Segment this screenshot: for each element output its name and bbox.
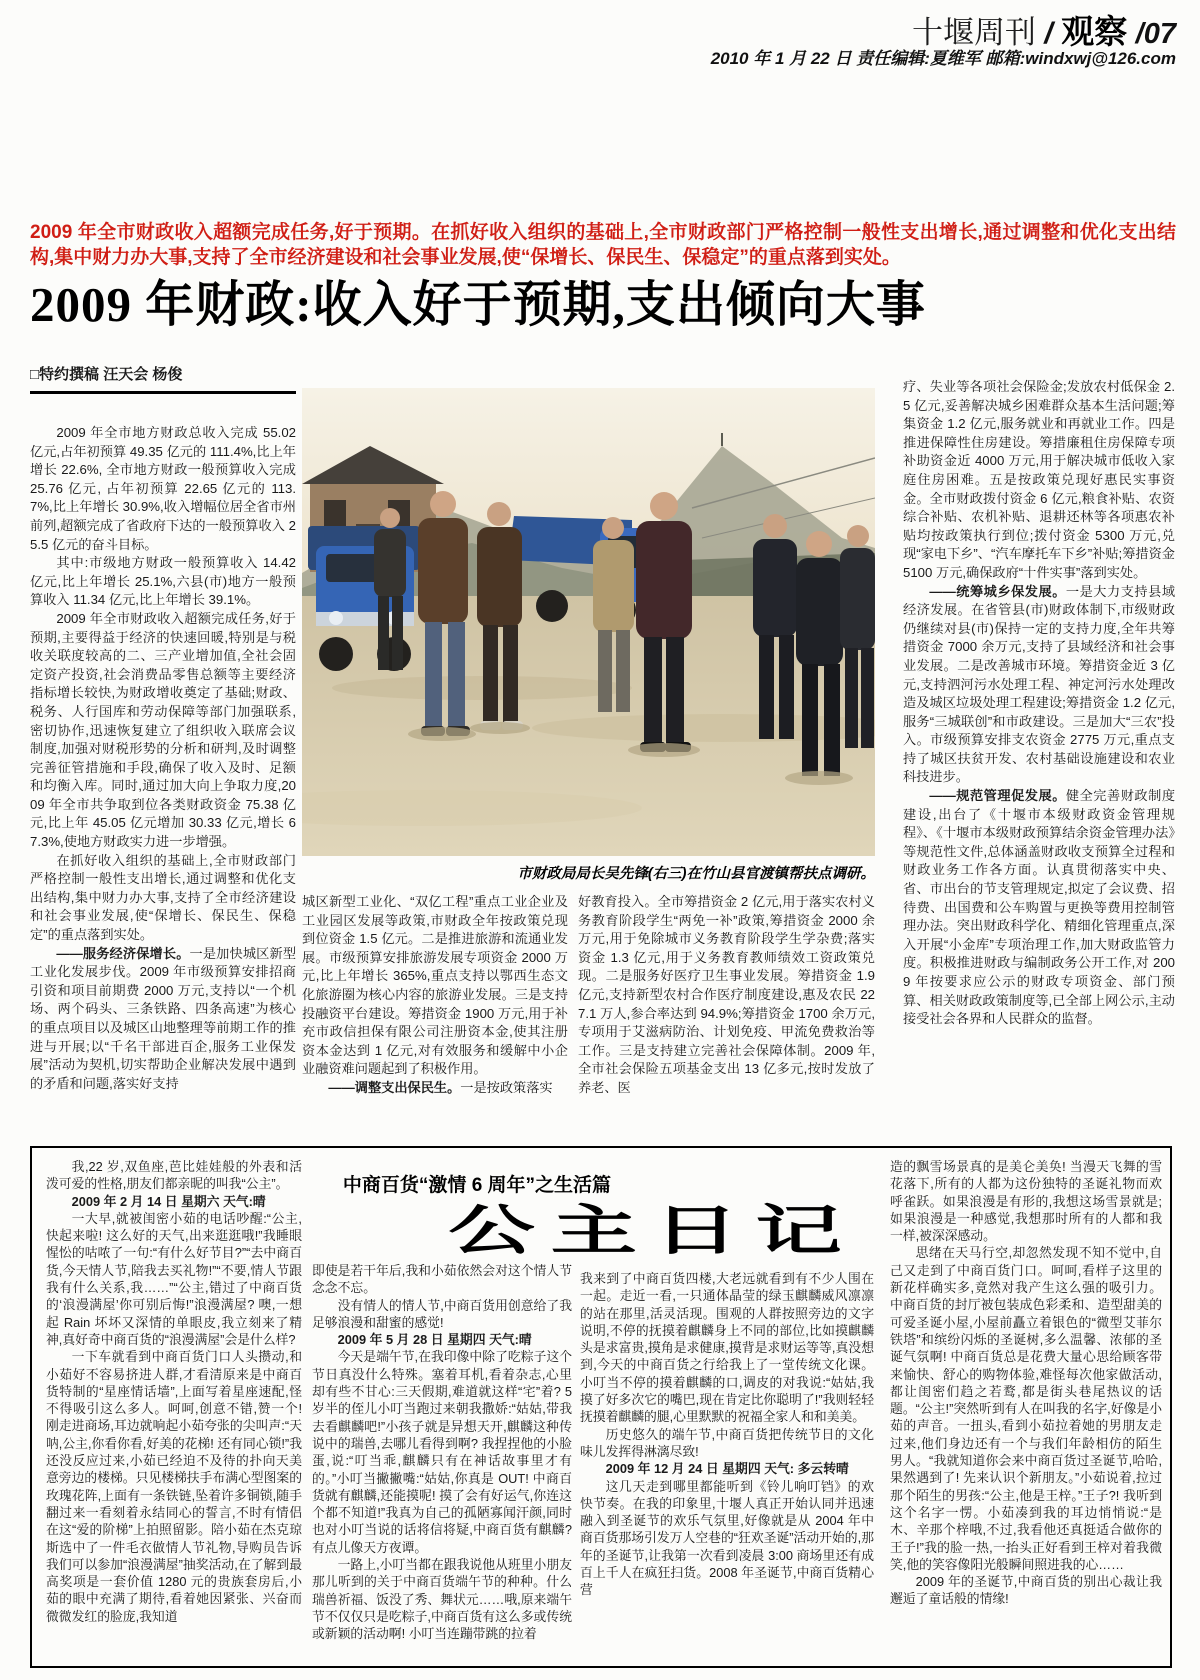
paragraph-text: 健全完善财政制度建设,出台了《十堰市本级财政资金管理规程》、《十堰市本级财政预算结余资金管理办法》等规范性文件,总体涵盖财政收支预算全过程和财政业务工作各方面。认真贯彻落实中央、省、市出台的节支管理规定,拟定了会议费、招待费、出国费和公车购置与更换等费用控制管理办法。突出财政科学化、精细化管理重点,深入开展“小金库”专项治理工作,加大财政监管力度。积极推进财政与编制政务公开工作,对 2009 年按要求应公示的财政专项资金、部门预算、相关财政政策制度等,已全部上网公示,主动接受社会各界和人民群众的监督。 bbox=[903, 788, 1175, 1027]
section-lead: ——调整支出保民生。 bbox=[328, 1079, 461, 1095]
article-paragraph bbox=[30, 945, 296, 1094]
article-column-left bbox=[30, 424, 296, 1116]
diary-kicker: 中商百货“激情 6 周年”之生活篇 bbox=[342, 1175, 612, 1196]
diary-paragraph: 一路上,小叮当都在跟我说他从班里小朋友那儿听到的关于中商百货端午节的种种。什么瑞兽祈福、饭没了秀、舞状元……哦,原来端午节不仅仅只是吃粽子,中商百货有这么多或传统或新颖的活动啊! 小叮当连蹦带跳的拉着 bbox=[312, 1557, 572, 1642]
article-column-right bbox=[903, 378, 1175, 1110]
diary-paragraph: 造的飘雪场景真的是美仑美奂! 当漫天飞舞的雪花落下,所有的人都为这份独特的圣诞礼物而欢呼雀跃。如果浪漫是有形的,我想这场雪景就是;如果浪漫是一种感觉,我想那时所有的人都和我一样,被深深感动。 bbox=[890, 1159, 1162, 1244]
diary-paragraph: 没有情人的情人节,中商百货用创意给了我足够浪漫和甜蜜的感觉! bbox=[312, 1297, 572, 1330]
diary-column-4 bbox=[890, 1158, 1162, 1656]
article-paragraph: 在抓好收入组织的基础上,全市财政部门严格控制一般性支出增长,通过调整和优化支出结构,集中财力办大事,支持了全市经济建设和社会事业发展,使“保增长、保民生、保稳定”的重点落到实处。 bbox=[30, 852, 296, 943]
paper-name: 十堰周刊 bbox=[911, 15, 1036, 50]
news-photo bbox=[302, 388, 875, 856]
lead-paragraph: 2009 年全市财政收入超额完成任务,好于预期。在抓好收入组织的基础上,全市财政部门严格控制一般性支出增长,通过调整和优化支出结构,集中财力办大事,支持了全市经济建设和社会事业发展,使“保增长、保民生、保稳定”的重点落到实处。 bbox=[30, 222, 1176, 268]
section-name: 观察 bbox=[1061, 13, 1128, 50]
article-paragraph bbox=[903, 583, 1175, 788]
diary-title: 公主日记 bbox=[448, 1201, 858, 1261]
diary-column-2 bbox=[312, 1262, 572, 1650]
section-lead: ——服务经济保增长。 bbox=[56, 945, 190, 961]
diary-paragraph: 今天是端午节,在我印像中除了吃粽子这个节日真没什么特殊。塞着耳机,看着杂志,心里却有些不甘心:三天假期,难道就这样“宅”着? 5 岁半的侄儿小叮当跑过来朝我撒娇:“姑姑,带我去看麒麟吧!”小孩子就是异想天开,麒麟这种传说中的瑞兽,去哪儿看得到啊? 我捏捏他的小脸蛋,说:“叮当乖,麒麟只有在神话故事里才有的。”小叮当撇撇嘴:“姑姑,你真是 OUT! 中商百货就有麒麟,还能摸呢! 摸了会有好运气,你连这个都不知道!”我真为自己的孤陋寡闻汗颜,同时也对小叮当说的话将信将疑,中商百货有麒麟? 有点儿像天方夜谭。 bbox=[312, 1349, 572, 1555]
article-paragraph: 2009 年全市地方财政总收入完成 55.02 亿元,占年初预算 49.35 亿元的 111.4%,比上年增长 22.6%, 全市地方财政一般预算收入完成 25.76 亿元, 占年初预算 22.65 亿元的 113.7%,比上年增长 30.9%,收入增幅位居全省市州前列,超额完成了省政府下达的一般预算收入 25.5 亿元的奋斗目标。 bbox=[30, 425, 296, 552]
diary-column-1 bbox=[46, 1158, 302, 1656]
main-headline: 2009 年财政:收入好于预期,支出倾向大事 bbox=[30, 277, 926, 332]
article-paragraph bbox=[903, 787, 1175, 1029]
masthead-dateline: 2010 年 1 月 22 日 责任编辑:夏维军 邮箱:windxwj@126.com bbox=[710, 49, 1176, 68]
article-column-a bbox=[302, 893, 568, 1117]
diary-date-heading: 2009 年 5 月 28 日 星期四 天气:晴 bbox=[337, 1332, 532, 1348]
diary-date-heading: 2009 年 12 月 24 日 星期四 天气: 多云转晴 bbox=[605, 1461, 849, 1477]
photo-caption: 市财政局局长吴先锋(右三)在竹山县官渡镇帮扶点调研。 bbox=[517, 866, 875, 882]
article-paragraph: 好教育投入。全市筹措资金 2 亿元,用于落实农村义务教育阶段学生“两免一补”政策,筹措资金 2000 余万元,用于免除城市义务教育阶段学生学杂费;落实资金 1.3 亿元,用于义务教育教师绩效工资政策兑现。二是服务好医疗卫生事业发展。筹措资金 1.9 亿元,支持新型农村合作医疗制度建设,惠及农民 227.1 万人,参合率达到 94.9%;筹措资金 1700 余万元,专项用于艾滋病防治、计划免疫、甲流免费救治等工作。三是支持建立完善社会保障体制。2009 年,全市社会保险五项基金支出 13 亿多元,按时发放了养老、医 bbox=[578, 894, 875, 1095]
diary-paragraph: 即使是若干年后,我和小茹依然会对这个情人节念念不忘。 bbox=[312, 1263, 572, 1296]
diary-paragraph: 一下车就看到中商百货门口人头攒动,和小茹好不容易挤进人群,才看清原来是中商百货特制的“星座情话墙”,上面写着星座速配,怪不得吸引这么多人。呵呵,创意不错,赞一个! 刚走进商场,耳边就响起小茹夸张的尖叫声:“天呐,公主,你看你看,好美的花梯! 还有同心锁!”我还没反应过来,小茹已经迫不及待的扑向天美意旁边的楼梯。只见楼梯扶手布满心型图案的玫瑰花阵,上面有一条铁链,坠着许多铜锁,随手翻过来一看刻着永结同心的誓言,不时有情侣在这“爱的阶梯”上拍照留影。陪小茹在杰克琼斯选中了一件毛衣做情人节礼物,导购员告诉我们可以参加“浪漫满屋”抽奖活动,在了解到最高奖项是一套价值 1280 元的贵族套房后,小茹的眼中充满了期待,看着她因紧张、兴奋而微微发红的脸庞,我知道 bbox=[46, 1349, 302, 1624]
section-lead: ——统筹城乡保发展。 bbox=[929, 583, 1066, 599]
diary-paragraph: 这几天走到哪里都能听到《铃儿响叮铛》的欢快节奏。在我的印象里,十堰人真正开始认同并迅速融入到圣诞节的欢乐气氛里,好像就是从 2004 年中商百货那场引发万人空巷的“狂欢圣诞”活动开始的,那年的圣诞节,让我第一次看到凌晨 3:00 商场里还有成百上千人在疯狂扫货。2008 年圣诞节,中商百货精心营 bbox=[580, 1478, 874, 1598]
diary-paragraph: 历史悠久的端午节,中商百货把传统节日的文化味儿发挥得淋漓尽致! bbox=[580, 1426, 874, 1459]
diary-paragraph: 2009 年的圣诞节,中商百货的别出心裁让我邂逅了童话般的情缘! bbox=[890, 1574, 1162, 1607]
paragraph-text: 一是按政策落实 bbox=[460, 1079, 553, 1095]
masthead-slash: / bbox=[1044, 17, 1053, 50]
diary-paragraph: 我来到了中商百货四楼,大老远就看到有不少人围在一起。走近一看,一只通体晶莹的绿玉麒麟威风凛凛的站在那里,活灵活现。围观的人群按照旁边的文字说明,不停的抚摸着麒麟身上不同的部位,比如摸麒麟头是求富贵,摸角是求健康,摸背是求财运等等,真没想到,今天的中商百货之行给我上了一堂传统文化课。小叮当不停的摸着麒麟的口,调皮的对我说:“姑姑,我摸了好多次它的嘴巴,现在肯定比你聪明了!”我则轻轻抚摸着麒麟的腿,心里默默的祝福全家人和和美美。 bbox=[580, 1271, 874, 1425]
page-number: /07 bbox=[1135, 18, 1176, 50]
diary-date-heading: 2009 年 2 月 14 日 星期六 天气:晴 bbox=[71, 1193, 266, 1209]
article-paragraph: 疗、失业等各项社会保险金;发放农村低保金 2.5 亿元,妥善解决城乡困难群众基本生活问题;筹集资金 1.2 亿元,服务就业和再就业工作。四是推进保障性住房建设。筹措廉租住房保障专项补助资金近 4000 万元,用于解决城市低收入家庭住房困难。五是按政策兑现好惠民实事资金。全市财政拨付资金 6 亿元,粮食补贴、农资综合补贴、农机补贴、退耕还林等各项惠农补贴均按政策执行到位;拨付资金 5300 万元,兑现“家电下乡”、“汽车摩托车下乡”补贴;筹措资金 5100 万元,确保政府“十件实事”落到实处。 bbox=[903, 379, 1175, 580]
paragraph-text: 一是加快城区新型工业化发展步伐。2009 年市级预算安排招商引资和项目前期费 2000 万元,支持以“一个机场、两个码头、三条铁路、四条高速”为核心的重点项目以及城区山地整理等前期工作的推进与开展;以“千名干部进百企,服务工业保发展”活动为契机,切实帮助企业解决发展中遇到的矛盾和问题,落实好支持 bbox=[30, 945, 296, 1091]
paragraph-text: 一是大力支持县域经济发展。在省管县(市)财政体制下,市级财政仍继续对县(市)保持一定的支持力度,全年共筹措资金 7000 余万元,支持了县域经济和社会事业发展。二是改善城市环境。筹措资金近 3 亿元,支持泗河污水处理工程、神定河污水处理改造及城区垃圾处理工程建设;筹措资金 1.2 亿元,服务“三城联创”和市政建设。三是加大“三农”投入。市级预算安排支农资金 2775 万元,重点支持了城区扶贫开发、农村基础设施建设和农业科技进步。 bbox=[903, 583, 1175, 785]
photo-illustration bbox=[302, 388, 875, 856]
diary-paragraph: 一大早,就被闺密小茹的电话吵醒:“公主,快起来啦! 这么好的天气,出来逛逛哦!”我睡眼惺忪的咕哝了一句:“有什么好节目?”“去中商百货,今天情人节,陪我去买礼物!”“不要,情人节跟我有什么关系,我……”“公主,错过了中商百货的‘浪漫满屋’你可别后悔!”浪漫满屋? 噢,一想起 Rain 坏坏又深情的单眼皮,我立刻来了精神,真好奇中商百货的“浪漫满屋”会是什么样? bbox=[46, 1210, 302, 1347]
article-paragraph: 2009 年全市财政收入超额完成任务,好于预期,主要得益于经济的快速回暖,特别是与税收关联度较高的二、三产业增加值,全社会固定资产投资,社会消费品零售总额等主要经济指标增长较快,为财政增收奠定了基础;财政、税务、人行国库和劳动保障等部门加强联系,密切协作,迅速恢复建立了组织收入联席会议制度,加强对财税形势的分析和研判,及时调整完善征管措施和手段,确保了收入及时、足额和均衡入库。同时,通过加大向上争取力度,2009 年全市共争取到位各类财政资金 75.38 亿元,比上年 45.05 亿元增加 30.33 亿元,增长 67.3%,使地方财政实力进一步增强。 bbox=[30, 610, 296, 850]
article-paragraph: 其中:市级地方财政一般预算收入 14.42 亿元,比上年增长 25.1%,六县(市)地方一般预算收入 11.34 亿元,比上年增长 39.1%。 bbox=[30, 555, 296, 608]
diary-column-3 bbox=[580, 1270, 874, 1652]
byline: □特约撰稿 汪天会 杨俊 bbox=[30, 363, 296, 394]
section-lead: ——规范管理促发展。 bbox=[929, 788, 1066, 804]
diary-feature-box bbox=[30, 1146, 1172, 1668]
diary-paragraph: 思绪在天马行空,却忽然发现不知不觉中,自己又走到了中商百货门口。呵呵,看样子这里的新花样确实多,竟然对我产生这么强的吸引力。中商百货的封厅被包装成色彩柔和、造型甜美的可爱圣诞小屋,小屋前矗立着银色的“微型艾菲尔铁塔”和缤纷闪烁的圣诞树,多么温馨、浓郁的圣诞气氛啊! 中商百货总是花费大量心思给顾客带来愉快、舒心的购物体验,难怪每次他家做活动,都让闺密们趋之若鹜,都是街头巷尾热议的话题。“公主!”突然听到有人在叫我的名字,好像是小茹的声音。一扭头,看到小茹拉着她的男朋友走过来,他们身边还有一个与我们年龄相仿的陌生男人。“我就知道你会来中商百货过圣诞节,哈哈,果然遇到了! 先来认识个新朋友。”小茹说着,拉过那个陌生的男孩:“公主,他是王梓。”王子?! 我听到这个名字一愣。小茹凑到我的耳边悄悄说:“是木、辛那个梓哦,不过,我看他还真挺适合做你的王子!”我的脸一热,一抬头正好看到王梓对着我微笑,他的笑容像阳光般瞬间照进我的心…… bbox=[890, 1245, 1162, 1572]
diary-paragraph: 我,22 岁,双鱼座,芭比娃娃般的外表和活泼可爱的性格,朋友们都亲昵的叫我“公主”。 bbox=[46, 1159, 302, 1192]
article-paragraph bbox=[302, 1079, 568, 1098]
article-column-b bbox=[578, 893, 875, 1127]
article-paragraph: 城区新型工业化、“双亿工程”重点工业企业及工业园区发展等政策,市财政全年按政策兑现到位资金 1.5 亿元。二是推进旅游和流通业发展。市级预算安排旅游发展专项资金 2000 万元,比上年增长 365%,重点支持以鄂西生态文化旅游圈为核心内容的旅游业发展。三是支持投融资平台建设。筹措资金 1900 万元,用于补充市政信担保有限公司注册资本金,使其注册资本金达到 1 亿元,对有效服务和缓解中小企业融资难问题起到了积极作用。 bbox=[302, 894, 568, 1077]
